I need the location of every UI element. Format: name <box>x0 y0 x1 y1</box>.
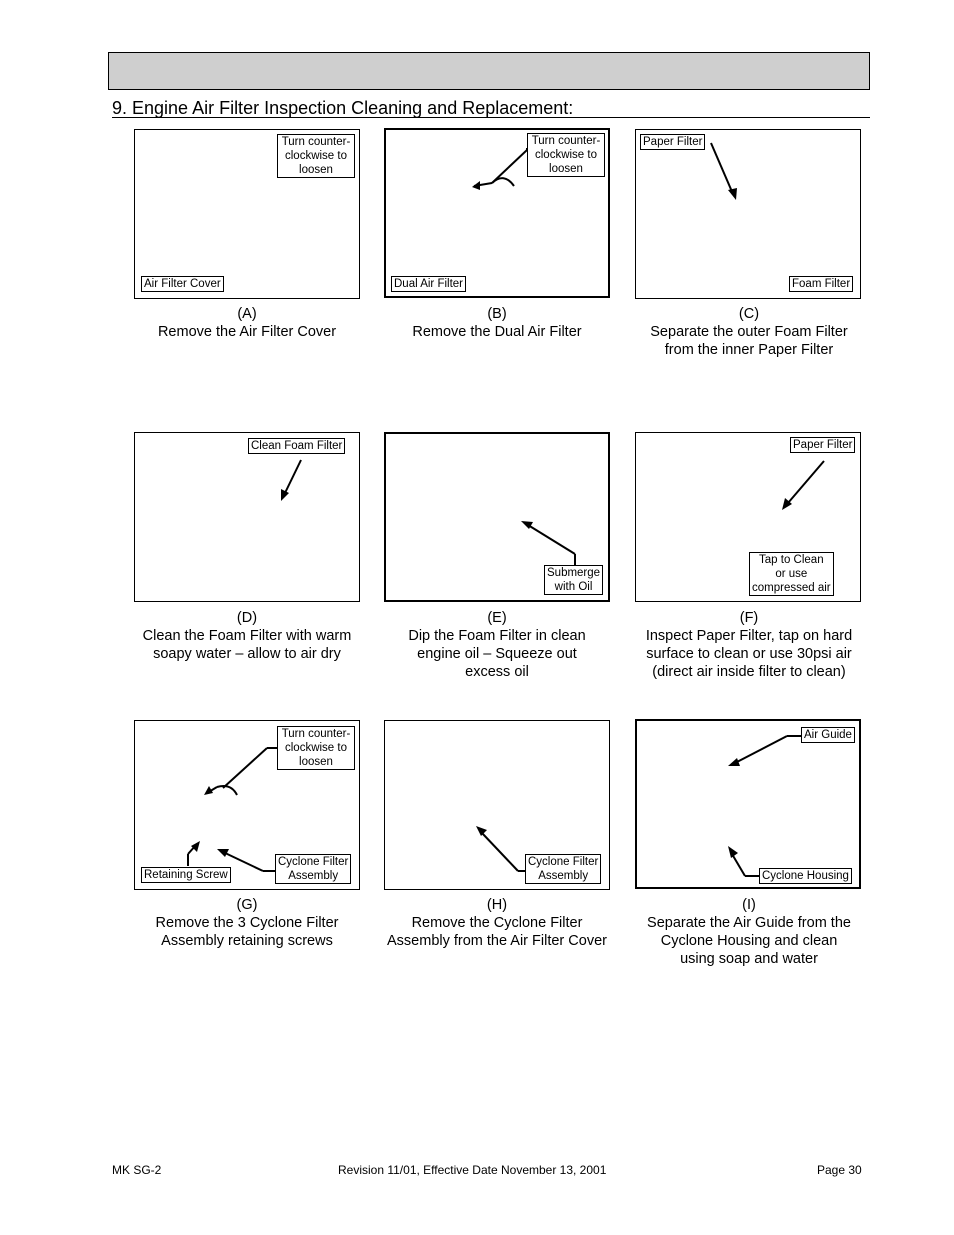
panel-b-label-turn: Turn counter- clockwise to loosen <box>527 133 605 177</box>
caption-i-line-1: Separate the Air Guide from the <box>647 915 851 931</box>
caption-b-line-1: Remove the Dual Air Filter <box>412 324 582 340</box>
panel-a <box>134 129 360 299</box>
caption-i-line-2: Cyclone Housing and clean <box>660 933 838 949</box>
panel-a-label-cover: Air Filter Cover <box>141 276 224 292</box>
caption-h <box>367 896 627 950</box>
caption-g <box>117 896 377 950</box>
panel-h <box>384 720 610 890</box>
caption-f <box>619 609 879 681</box>
panel-i-label-housing: Cyclone Housing <box>759 868 852 884</box>
footer-revision: Revision 11/01, Effective Date November 13, 2001 <box>338 1163 607 1177</box>
panel-g-label-cyclone: Cyclone Filter Assembly <box>275 854 351 884</box>
panel-i <box>635 719 861 889</box>
caption-c-line-2: from the inner Paper Filter <box>664 342 834 358</box>
panel-c <box>635 129 861 299</box>
header-bar <box>108 52 870 90</box>
caption-e-line-2: engine oil – Squeeze out <box>417 646 577 662</box>
caption-g-line-2: Assembly retaining screws <box>161 933 333 949</box>
caption-d-line-2: soapy water – allow to air dry <box>153 646 341 662</box>
caption-i <box>619 896 879 968</box>
footer-page-number: Page 30 <box>817 1163 862 1177</box>
caption-e-letter: (E) <box>487 610 507 626</box>
caption-f-line-3: (direct air inside filter to clean) <box>652 664 846 680</box>
section-title: 9. Engine Air Filter Inspection Cleaning and Replacement: <box>112 98 574 118</box>
caption-i-line-3: using soap and water <box>680 951 818 967</box>
panel-d <box>134 432 360 602</box>
panel-c-label-foam: Foam Filter <box>789 276 853 292</box>
footer-doc-id: MK SG-2 <box>112 1163 162 1177</box>
caption-d-line-1: Clean the Foam Filter with warm <box>142 628 352 644</box>
panel-f-label-tap: Tap to Clean or use compressed air <box>749 552 834 596</box>
caption-d <box>117 609 377 663</box>
caption-a-letter: (A) <box>237 306 257 322</box>
caption-e-line-1: Dip the Foam Filter in clean <box>408 628 586 644</box>
caption-b <box>367 305 627 341</box>
caption-f-line-1: Inspect Paper Filter, tap on hard <box>645 628 853 644</box>
caption-g-letter: (G) <box>236 897 258 913</box>
caption-c-letter: (C) <box>738 306 760 322</box>
caption-d-letter: (D) <box>236 610 258 626</box>
panel-b-label-dual: Dual Air Filter <box>391 276 466 292</box>
panel-c-arrows <box>636 130 862 300</box>
panel-a-label-turn: Turn counter- clockwise to loosen <box>277 134 355 178</box>
panel-g-label-turn: Turn counter- clockwise to loosen <box>277 726 355 770</box>
panel-d-label-clean: Clean Foam Filter <box>248 438 345 454</box>
panel-g-label-screw: Retaining Screw <box>141 867 231 883</box>
panel-i-arrows <box>637 721 863 891</box>
caption-h-line-1: Remove the Cyclone Filter <box>411 915 583 931</box>
caption-i-letter: (I) <box>742 897 756 913</box>
caption-c-line-1: Separate the outer Foam Filter <box>650 324 848 340</box>
caption-b-letter: (B) <box>487 306 507 322</box>
caption-h-letter: (H) <box>486 897 508 913</box>
caption-g-line-1: Remove the 3 Cyclone Filter <box>155 915 339 931</box>
panel-e <box>384 432 610 602</box>
panel-i-label-airguide: Air Guide <box>801 727 855 743</box>
caption-c <box>619 305 879 359</box>
caption-f-letter: (F) <box>739 610 759 626</box>
caption-e-line-3: excess oil <box>465 664 529 680</box>
panel-f <box>635 432 861 602</box>
caption-a-line-1: Remove the Air Filter Cover <box>157 324 337 340</box>
panel-h-label-cyclone: Cyclone Filter Assembly <box>525 854 601 884</box>
panel-c-label-paper: Paper Filter <box>640 134 705 150</box>
panel-g <box>134 720 360 890</box>
caption-h-line-2: Assembly from the Air Filter Cover <box>387 933 607 949</box>
caption-a <box>117 305 377 341</box>
title-rule <box>112 117 870 118</box>
caption-f-line-2: surface to clean or use 30psi air <box>646 646 852 662</box>
caption-e <box>367 609 627 681</box>
panel-e-label-submerge: Submerge with Oil <box>544 565 603 595</box>
panel-b <box>384 128 610 298</box>
panel-f-label-paper: Paper Filter <box>790 437 855 453</box>
panel-d-arrows <box>135 433 361 603</box>
